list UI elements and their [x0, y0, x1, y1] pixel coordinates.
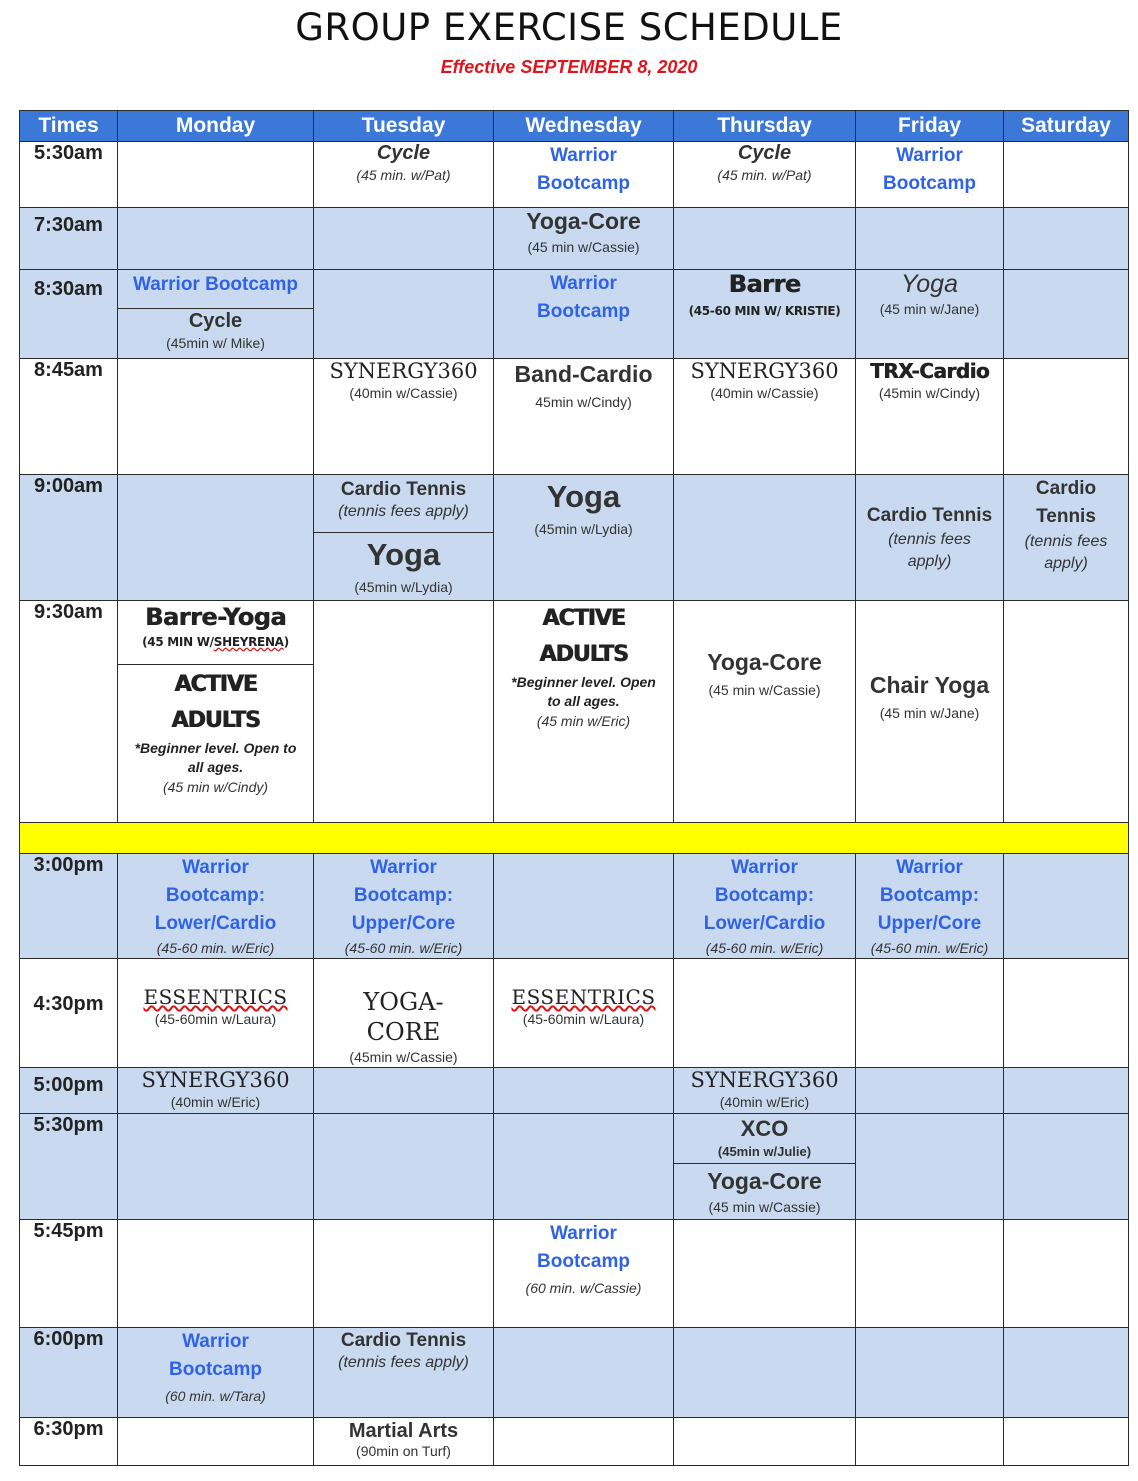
class-name: SYNERGY360: [329, 359, 478, 383]
class-name: Yoga-Core: [707, 1168, 822, 1194]
time-cell: 5:00pm: [20, 1068, 118, 1114]
class-cell-empty: [1004, 959, 1129, 1068]
class-block: [674, 1114, 855, 1163]
class-name: SYNERGY360: [141, 1068, 290, 1092]
class-detail: (45-60 MIN W/ KRISTIE): [688, 304, 841, 318]
class-cell: [118, 959, 314, 1068]
time-cell: 3:00pm: [20, 854, 118, 959]
class-name: Bootcamp: [537, 1251, 630, 1272]
class-cell-empty: [1004, 1418, 1129, 1466]
class-name: SYNERGY360: [690, 359, 839, 383]
table-row: [20, 1068, 1129, 1114]
schedule-table: [19, 110, 1129, 1466]
class-detail: (45min w/Julie): [717, 1144, 812, 1159]
class-name: Bootcamp: [537, 173, 630, 194]
class-name: Yoga: [900, 270, 958, 298]
page-title: GROUP EXERCISE SCHEDULE: [295, 6, 843, 49]
class-cell-empty: [856, 1068, 1004, 1114]
time-cell: 5:45pm: [20, 1220, 118, 1328]
class-cell: [314, 1328, 494, 1418]
time-cell: 9:00am: [20, 475, 118, 601]
class-name: Bootcamp:: [879, 885, 980, 906]
class-name: Cardio Tennis: [866, 504, 993, 526]
col-header-wednesday: Wednesday: [494, 111, 674, 142]
time-cell: 4:30pm: [20, 959, 118, 1068]
class-cell: [494, 475, 674, 601]
class-cell-empty: [118, 1220, 314, 1328]
class-detail: (45min w/Lydia): [534, 521, 633, 537]
time-cell: 8:30am: [20, 270, 118, 359]
table-row: [20, 1220, 1129, 1328]
class-cell: [314, 475, 494, 601]
class-cell-empty: [1004, 359, 1129, 475]
class-cell-empty: [494, 1068, 674, 1114]
class-detail: (45 min w/Eric): [536, 713, 631, 729]
col-header-tuesday: Tuesday: [314, 111, 494, 142]
class-detail: (40min w/Eric): [719, 1094, 810, 1110]
class-name: XCO: [740, 1116, 789, 1141]
class-cell: [856, 359, 1004, 475]
class-name: Yoga-Core: [707, 649, 822, 675]
class-detail: (45min w/Lydia): [354, 579, 453, 595]
class-cell: [674, 359, 856, 475]
class-note: all ages.: [187, 759, 244, 775]
class-cell-empty: [314, 1220, 494, 1328]
class-name: Yoga-Core: [526, 208, 641, 234]
table-row: [20, 208, 1129, 270]
class-cell-empty: [856, 1220, 1004, 1328]
class-cell: [856, 601, 1004, 823]
col-header-saturday: Saturday: [1004, 111, 1129, 142]
class-detail-pre: (45 MIN W/: [142, 635, 214, 649]
class-detail: (45-60min w/Laura): [522, 1011, 645, 1027]
class-detail: apply): [1044, 555, 1088, 572]
class-cell: [1004, 475, 1129, 601]
class-detail: (45-60 min. w/Eric): [156, 940, 275, 956]
class-detail: 45min w/Cindy): [535, 394, 632, 410]
class-split: [314, 532, 493, 597]
class-name: Warrior: [550, 273, 617, 294]
class-name: Barre-Yoga: [145, 603, 286, 631]
class-name: Bootcamp: [537, 301, 630, 322]
class-detail: (45-60min w/Laura): [154, 1011, 277, 1027]
class-detail: (45 min w/Jane): [879, 301, 980, 317]
class-split: [118, 308, 313, 353]
class-name: Tennis: [1036, 506, 1096, 527]
table-row: [20, 1114, 1129, 1220]
class-cell-empty: [118, 1114, 314, 1220]
class-cell: [314, 359, 494, 475]
time-cell: 5:30pm: [20, 1114, 118, 1220]
time-cell: 6:30pm: [20, 1418, 118, 1466]
class-cell-empty: [856, 208, 1004, 270]
class-name: Bootcamp: [169, 1359, 262, 1380]
class-cell-empty: [856, 959, 1004, 1068]
class-detail: (40min w/Cassie): [710, 385, 819, 401]
class-cell: [856, 475, 1004, 601]
class-name: ESSENTRICS: [143, 985, 288, 1009]
class-cell: [494, 208, 674, 270]
class-detail: (tennis fees: [1024, 533, 1108, 550]
class-name: Warrior: [550, 1223, 617, 1244]
class-cell-empty: [314, 1114, 494, 1220]
class-name: Band-Cardio: [514, 361, 653, 387]
class-name: Bootcamp:: [165, 885, 266, 906]
class-cell-empty: [118, 1418, 314, 1466]
class-name: Warrior: [731, 857, 798, 878]
class-cell: [674, 1114, 856, 1220]
class-detail: (45min w/ Mike): [166, 335, 265, 351]
class-cell-empty: [314, 270, 494, 359]
class-name: Warrior: [182, 857, 249, 878]
class-detail: (45 min w/Jane): [879, 705, 980, 721]
class-cell: [118, 1068, 314, 1114]
class-name: ESSENTRICS: [511, 985, 656, 1009]
table-row: [20, 475, 1129, 601]
class-detail: (40min w/Cassie): [349, 385, 458, 401]
class-cell-empty: [674, 1220, 856, 1328]
class-cell-empty: [314, 1068, 494, 1114]
col-header-monday: Monday: [118, 111, 314, 142]
class-name: Warrior: [896, 857, 963, 878]
class-name: Lower/Cardio: [154, 913, 277, 934]
class-name: ADULTS: [539, 642, 628, 667]
class-detail: [118, 631, 313, 649]
class-detail: (tennis fees apply): [338, 1354, 469, 1371]
table-row: [20, 142, 1129, 208]
class-name: Warrior: [550, 145, 617, 166]
class-split: [674, 1163, 855, 1217]
class-detail: (45 min w/Cassie): [708, 682, 821, 698]
class-cell: [314, 959, 494, 1068]
class-detail: (45 min w/Cassie): [527, 239, 640, 255]
class-name: Cycle: [376, 142, 431, 164]
class-cell: [856, 142, 1004, 208]
class-cell-empty: [674, 1328, 856, 1418]
class-name: Chair Yoga: [869, 672, 990, 698]
class-name: Martial Arts: [348, 1420, 459, 1442]
effective-date: Effective SEPTEMBER 8, 2020: [440, 57, 698, 77]
class-name: Barre: [728, 270, 801, 298]
class-note: *Beginner level. Open to: [134, 740, 297, 756]
class-cell-empty: [674, 208, 856, 270]
time-cell: 8:45am: [20, 359, 118, 475]
class-cell-empty: [1004, 1114, 1129, 1220]
class-detail: apply): [907, 552, 952, 570]
class-detail: (45 min w/Cindy): [162, 779, 269, 795]
class-cell: [494, 359, 674, 475]
class-cell: [118, 270, 314, 359]
header-row: [20, 111, 1129, 142]
class-name: Bootcamp:: [353, 885, 454, 906]
class-name: CORE: [366, 1018, 441, 1046]
class-cell-empty: [674, 475, 856, 601]
class-name: Cycle: [737, 142, 792, 164]
class-cell-empty: [494, 1114, 674, 1220]
class-cell-empty: [118, 475, 314, 601]
table-row: [20, 270, 1129, 359]
class-cell-empty: [1004, 1328, 1129, 1418]
class-detail: (45-60 min. w/Eric): [344, 940, 463, 956]
class-name: Cardio Tennis: [340, 479, 467, 500]
class-name: Cardio: [1035, 478, 1097, 499]
divider-bar: [20, 823, 1129, 854]
class-cell-empty: [314, 601, 494, 823]
class-detail: (45 min w/Cassie): [708, 1199, 821, 1215]
class-name: ADULTS: [171, 708, 260, 733]
class-cell-empty: [856, 1114, 1004, 1220]
class-cell-empty: [856, 1418, 1004, 1466]
col-header-times: Times: [20, 111, 118, 142]
class-cell-empty: [1004, 1068, 1129, 1114]
class-detail: (90min on Turf): [356, 1443, 451, 1459]
class-detail: (45min w/Cassie): [349, 1049, 458, 1065]
class-note: *Beginner level. Open: [511, 674, 656, 690]
class-block: [314, 475, 493, 532]
class-cell: [494, 270, 674, 359]
class-name: Warrior Bootcamp: [132, 274, 299, 295]
class-cell-empty: [494, 854, 674, 959]
class-detail: (tennis fees apply): [338, 503, 469, 520]
class-cell-empty: [1004, 601, 1129, 823]
time-cell: 9:30am: [20, 601, 118, 823]
class-name: Cycle: [188, 310, 243, 332]
midday-divider: [20, 823, 1129, 854]
class-cell: [314, 854, 494, 959]
class-cell-empty: [674, 959, 856, 1068]
class-name: Yoga: [366, 537, 441, 572]
class-name: YOGA-: [363, 988, 444, 1016]
time-cell: 7:30am: [20, 208, 118, 270]
class-name: SYNERGY360: [690, 1068, 839, 1092]
class-detail: (45 min. w/Pat): [717, 167, 812, 183]
time-cell: 6:00pm: [20, 1328, 118, 1418]
class-detail: (60 min. w/Tara): [165, 1388, 266, 1404]
class-detail: (tennis fees: [888, 530, 971, 548]
class-cell-empty: [1004, 1220, 1129, 1328]
table-row: [20, 959, 1129, 1068]
class-name: Warrior: [896, 145, 963, 166]
class-detail: (45 min. w/Pat): [356, 167, 451, 183]
class-name: TRX-Cardio: [869, 359, 990, 383]
class-block: [118, 601, 313, 664]
class-cell: [314, 1418, 494, 1466]
class-cell: [494, 1220, 674, 1328]
class-cell-empty: [494, 1328, 674, 1418]
class-cell-empty: [1004, 270, 1129, 359]
table-row: [20, 359, 1129, 475]
class-cell: [118, 601, 314, 823]
class-name: ACTIVE: [174, 672, 257, 697]
class-name: Lower/Cardio: [703, 913, 826, 934]
class-cell: [494, 142, 674, 208]
class-cell-empty: [856, 1328, 1004, 1418]
class-cell: [118, 854, 314, 959]
class-cell: [674, 270, 856, 359]
class-cell: [494, 959, 674, 1068]
col-header-friday: Friday: [856, 111, 1004, 142]
class-name: Yoga: [546, 479, 621, 514]
time-cell: 5:30am: [20, 142, 118, 208]
class-cell: [674, 1068, 856, 1114]
class-cell: [494, 601, 674, 823]
class-cell: [674, 142, 856, 208]
class-name: Warrior: [182, 1331, 249, 1352]
class-cell-empty: [118, 208, 314, 270]
class-note: to all ages.: [547, 693, 620, 709]
class-name: Cardio Tennis: [340, 1330, 467, 1351]
class-detail: (40min w/Eric): [170, 1094, 261, 1110]
class-cell: [118, 1328, 314, 1418]
class-cell-empty: [494, 1418, 674, 1466]
table-row: [20, 1328, 1129, 1418]
class-cell-empty: [1004, 854, 1129, 959]
col-header-thursday: Thursday: [674, 111, 856, 142]
class-detail: (45-60 min. w/Eric): [870, 940, 989, 956]
instructor-name: SHEYRENA: [213, 635, 284, 649]
class-split: [118, 664, 313, 797]
class-name: Upper/Core: [351, 913, 456, 934]
class-detail: (45-60 min. w/Eric): [705, 940, 824, 956]
class-cell: [314, 142, 494, 208]
class-name: Upper/Core: [877, 913, 982, 934]
class-name: ACTIVE: [542, 606, 625, 631]
class-cell-empty: [674, 1418, 856, 1466]
class-name: Warrior: [370, 857, 437, 878]
class-cell: [856, 270, 1004, 359]
class-name: Bootcamp:: [714, 885, 815, 906]
class-name: Bootcamp: [883, 173, 976, 194]
class-cell-empty: [118, 359, 314, 475]
class-detail: (60 min. w/Cassie): [525, 1280, 642, 1296]
class-detail: (45min w/Cindy): [878, 385, 981, 401]
table-row: [20, 601, 1129, 823]
class-cell: [674, 601, 856, 823]
class-cell: [674, 854, 856, 959]
table-row: [20, 854, 1129, 959]
class-cell: [856, 854, 1004, 959]
class-cell-empty: [314, 208, 494, 270]
class-cell-empty: [1004, 208, 1129, 270]
class-detail-post: ): [283, 635, 289, 649]
class-cell-empty: [1004, 142, 1129, 208]
table-row: [20, 1418, 1129, 1466]
class-cell-empty: [118, 142, 314, 208]
